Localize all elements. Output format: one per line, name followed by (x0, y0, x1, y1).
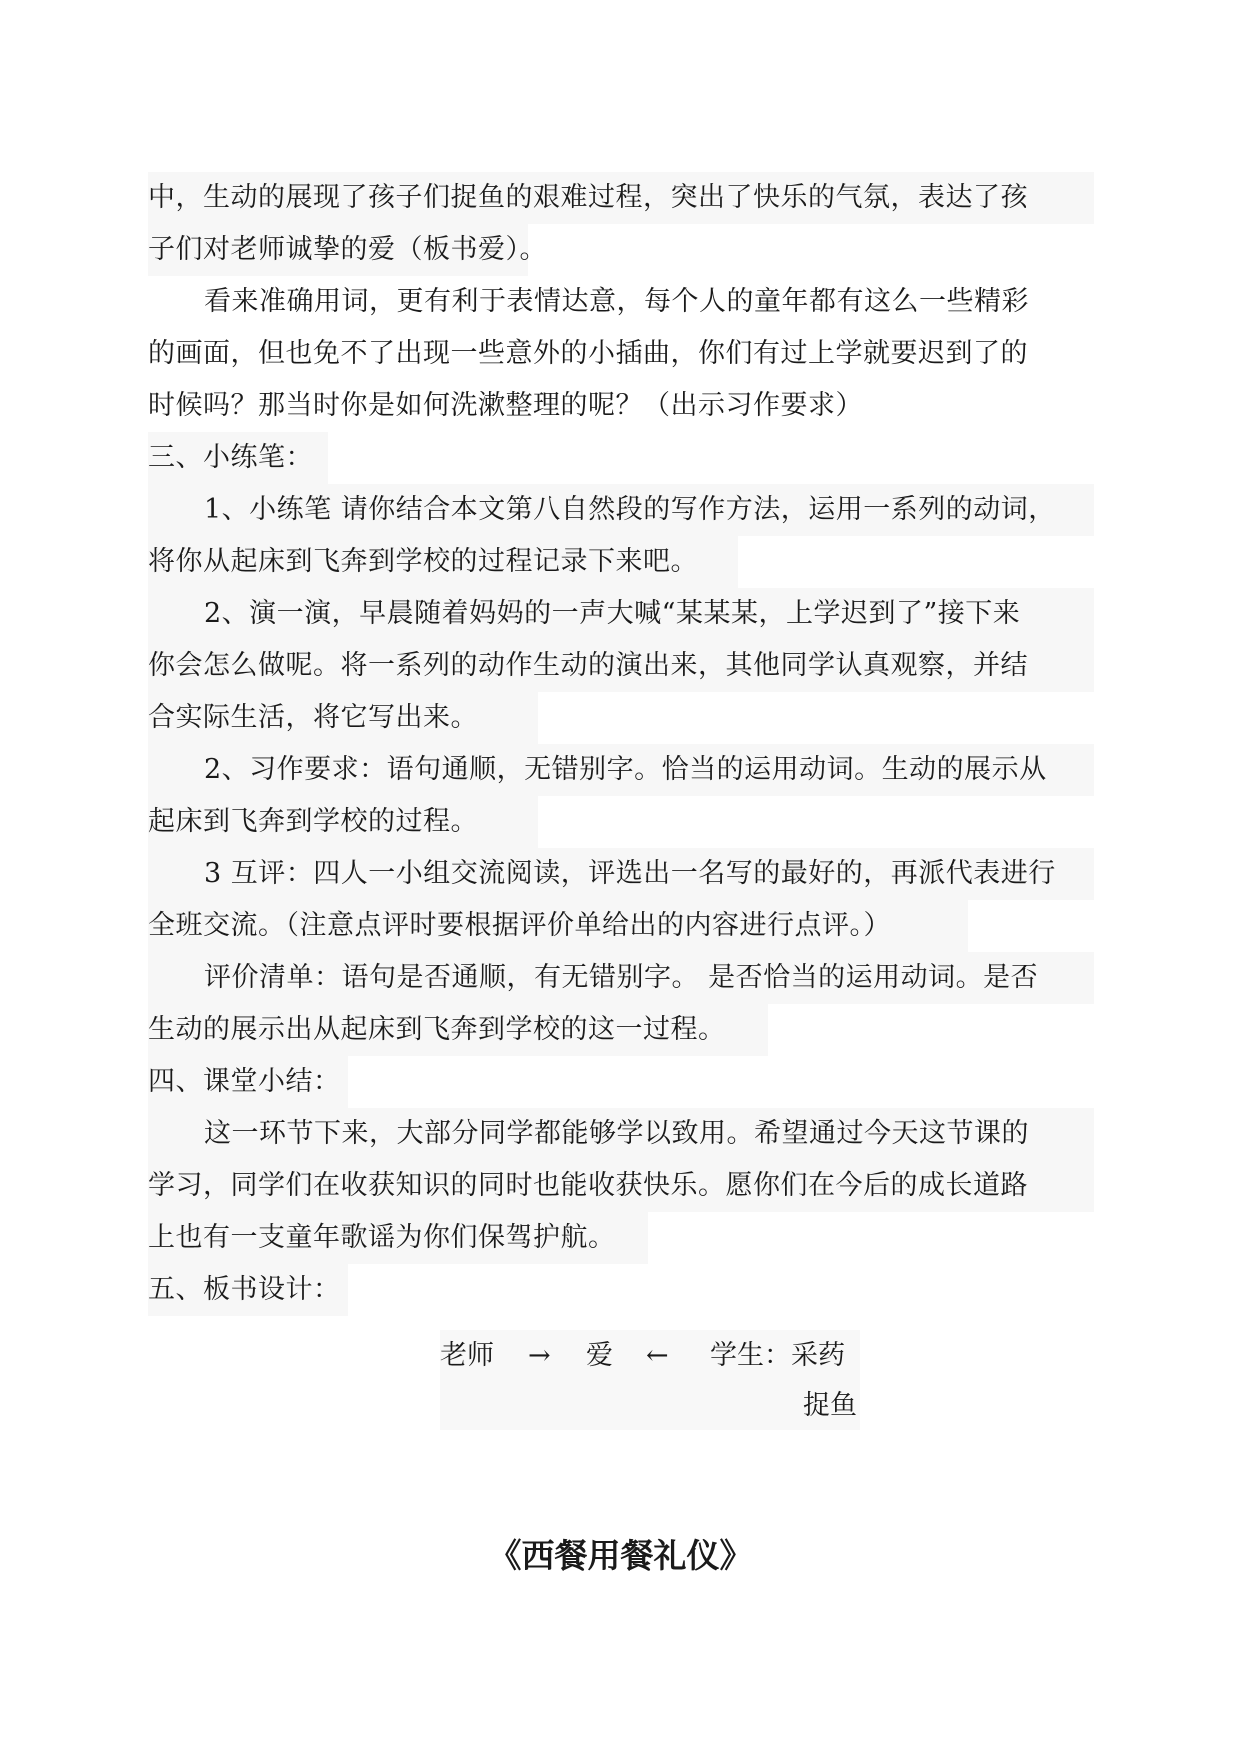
text-line: 2、演一演，早晨随着妈妈的一声大喊“某某某，上学迟到了”接下来 (148, 588, 1094, 640)
text-line: 将你从起床到飞奔到学校的过程记录下来吧。 (148, 536, 738, 588)
paragraph-3 (148, 484, 1094, 588)
text-line: 这一环节下来，大部分同学都能够学以致用。希望通过今天这节课的 (148, 1108, 1094, 1160)
text-line: 1、小练笔 请你结合本文第八自然段的写作方法，运用一系列的动词， (148, 484, 1094, 536)
text-line: 学习，同学们在收获知识的同时也能收获快乐。愿你们在今后的成长道路 (148, 1160, 1094, 1212)
text-line: 时候吗？那当时你是如何洗漱整理的呢？（出示习作要求） (148, 390, 863, 421)
board-love: 爱 (586, 1340, 613, 1371)
paragraph-5 (148, 744, 1094, 848)
text-line: 起床到飞奔到学校的过程。 (148, 796, 538, 848)
paragraph-7 (148, 952, 1094, 1056)
board-fish: 捉鱼 (803, 1390, 857, 1421)
text-line: 全班交流。（注意点评时要根据评价单给出的内容进行点评。） (148, 900, 968, 952)
section-heading-3: 三、小练笔： (148, 432, 328, 484)
paragraph-8 (148, 1108, 1094, 1264)
text-line: 中，生动的展现了孩子们捉鱼的艰难过程，突出了快乐的气氛，表达了孩 (148, 172, 1094, 224)
text-line: 上也有一支童年歌谣为你们保驾护航。 (148, 1212, 648, 1264)
paragraph-2 (148, 276, 1094, 432)
next-document-title: 《西餐用餐礼仪》 (488, 1536, 753, 1575)
arrow-left-icon: ← (646, 1340, 669, 1371)
section-heading-5: 五、板书设计： (148, 1264, 348, 1316)
section-heading-4: 四、课堂小结： (148, 1056, 348, 1108)
text-line: 合实际生活，将它写出来。 (148, 692, 538, 744)
paragraph-6 (148, 848, 1094, 952)
text-line: 的画面，但也免不了出现一些意外的小插曲，你们有过上学就要迟到了的 (148, 338, 1028, 369)
text-line: 评价清单：语句是否通顺，有无错别字。 是否恰当的运用动词。是否 (148, 952, 1094, 1004)
text-line: 看来准确用词，更有利于表情达意，每个人的童年都有这么一些精彩 (204, 286, 1029, 317)
paragraph-4 (148, 588, 1094, 744)
text-line: 生动的展示出从起床到飞奔到学校的这一过程。 (148, 1004, 768, 1056)
blackboard-design (440, 1330, 860, 1430)
arrow-right-icon: → (528, 1340, 551, 1371)
board-teacher: 老师 (440, 1340, 494, 1371)
text-line: 3 互评：四人一小组交流阅读，评选出一名写的最好的，再派代表进行 (148, 848, 1094, 900)
text-line: 2、习作要求：语句通顺，无错别字。恰当的运用动词。生动的展示从 (148, 744, 1094, 796)
document-body (148, 172, 1094, 1316)
board-student: 学生：采药 (710, 1340, 845, 1371)
paragraph-1 (148, 172, 1094, 276)
text-line: 子们对老师诚挚的爱（板书爱）。 (148, 224, 528, 276)
text-line: 你会怎么做呢。将一系列的动作生动的演出来，其他同学认真观察，并结 (148, 640, 1094, 692)
